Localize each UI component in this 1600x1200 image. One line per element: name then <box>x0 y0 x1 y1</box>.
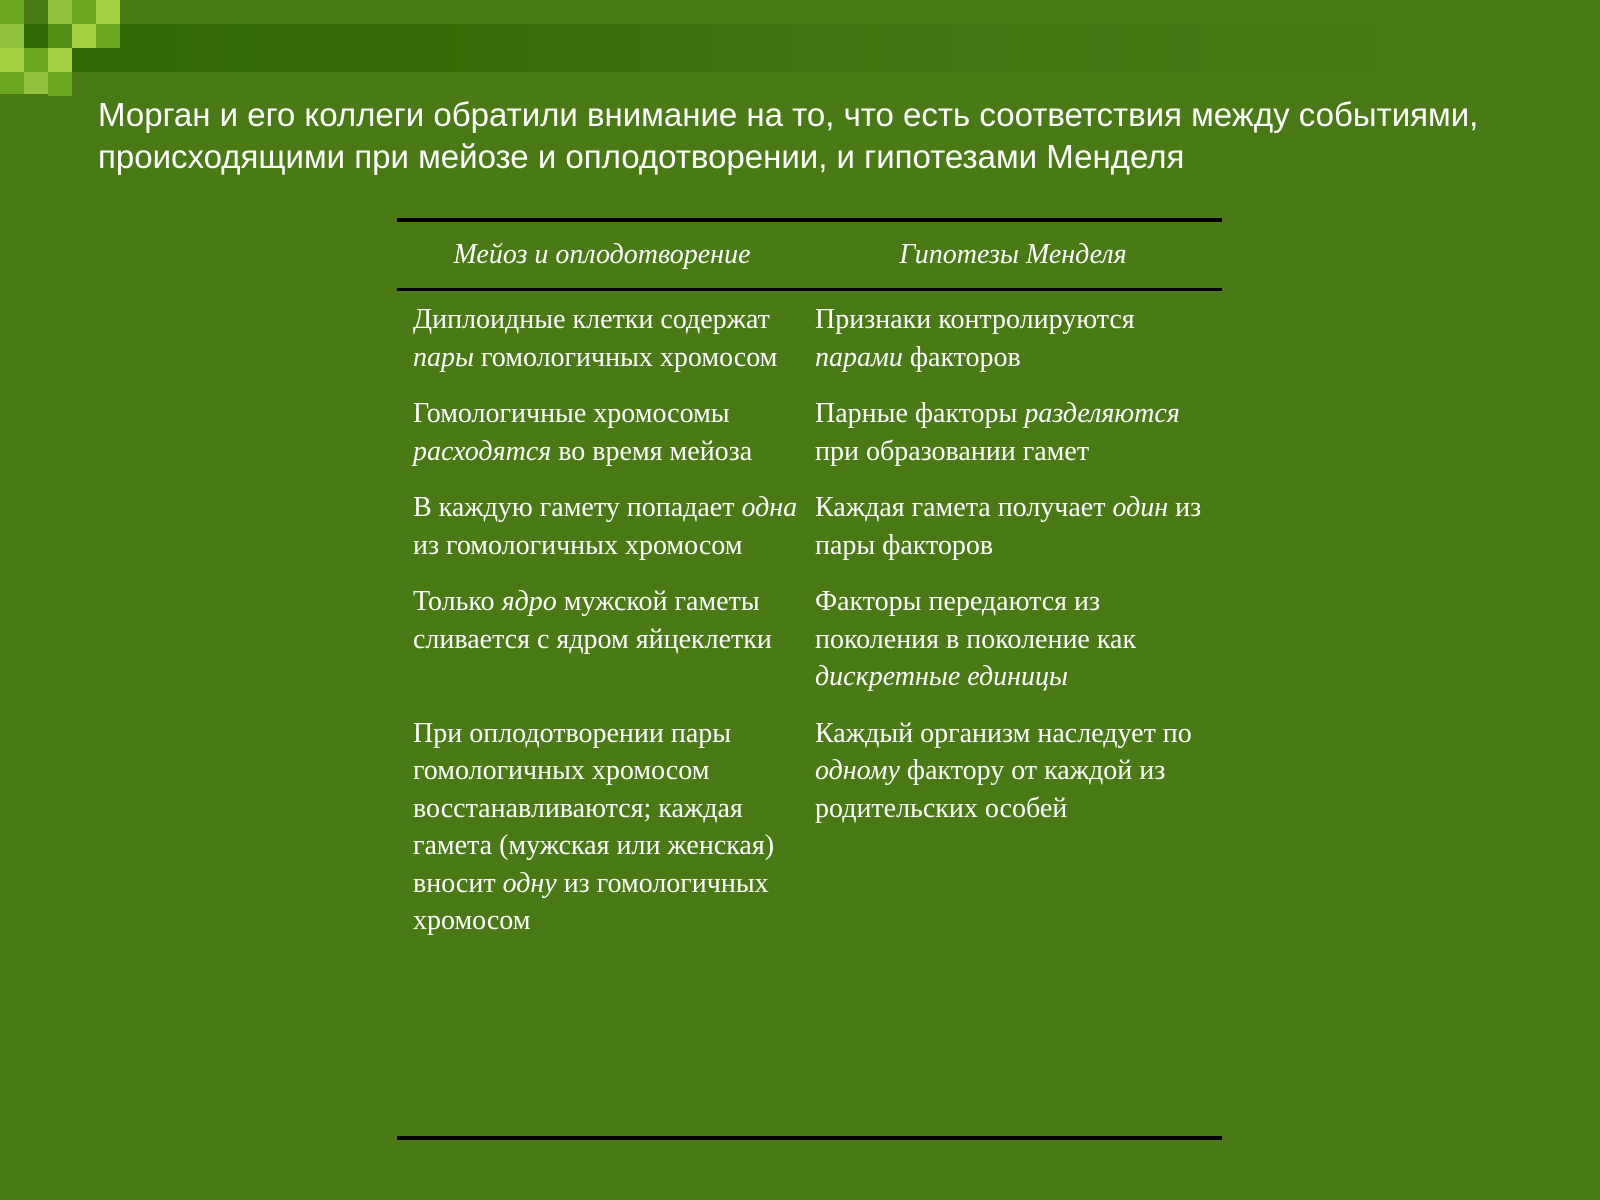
decorative-square <box>48 0 72 24</box>
cell-mendel <box>807 301 1219 376</box>
decorative-square <box>72 24 96 48</box>
table-body <box>397 291 1222 1136</box>
decorative-square <box>0 48 24 72</box>
emphasized-text: одну <box>502 867 557 899</box>
cell-text: фактору от каждой из родительских особей <box>815 755 1166 824</box>
decorative-square <box>48 72 72 96</box>
cell-mendel <box>807 583 1219 696</box>
emphasized-text: одна <box>741 492 798 523</box>
decorative-square <box>48 24 72 48</box>
emphasized-text: дискретные единицы <box>815 661 1068 692</box>
cell-meiosis <box>397 715 807 940</box>
cell-text: из пары факторов <box>815 492 1202 561</box>
cell-text: Факторы передаются из поколения в поколение как <box>815 586 1137 655</box>
decorative-square <box>72 0 96 24</box>
emphasized-text: один <box>1112 492 1169 523</box>
cell-mendel <box>807 715 1219 940</box>
cell-text: гомологичных хромосом <box>473 341 778 373</box>
cell-meiosis <box>397 395 807 470</box>
cell-text: В каждую гамету попадает <box>413 492 742 523</box>
decorative-top-band <box>0 24 1460 72</box>
table-row <box>397 395 1222 470</box>
decorative-square <box>0 0 24 24</box>
cell-meiosis <box>397 489 807 564</box>
cell-text: Каждый организм наследует по <box>815 717 1192 749</box>
cell-text: Парные факторы <box>815 398 1025 429</box>
cell-mendel <box>807 395 1219 470</box>
decorative-square <box>0 72 24 94</box>
table-row <box>397 583 1222 696</box>
emphasized-text: разделяются <box>1024 398 1180 429</box>
cell-text: из гомологичных хромосом <box>413 867 769 936</box>
cell-text: мужской гаметы сливается с ядром яйцеклетки <box>413 586 772 655</box>
emphasized-text: парами <box>815 341 903 373</box>
header-mendel: Гипотезы Менделя <box>899 239 1127 270</box>
cell-mendel <box>807 489 1219 564</box>
comparison-table <box>397 218 1222 1140</box>
cell-text: во время мейоза <box>551 435 753 467</box>
slide-title: Морган и его коллеги обратили внимание на то, что есть соответствия между событиями, происходящими при мейозе и оплодотворении, и гипотезами Менделя <box>98 96 1479 175</box>
cell-text: факторов <box>902 341 1021 373</box>
emphasized-text: ядро <box>501 586 557 617</box>
cell-text: Гомологичные хромосомы <box>413 398 730 429</box>
decorative-square <box>96 24 120 48</box>
table-header-row <box>397 222 1222 288</box>
cell-text: Диплоидные клетки содержат <box>413 304 770 335</box>
cell-text: Только <box>413 586 502 617</box>
table-row <box>397 489 1222 564</box>
emphasized-text: пары <box>413 341 474 373</box>
table-row <box>397 301 1222 376</box>
table-bottom-rule <box>397 1136 1222 1140</box>
table-row <box>397 715 1222 940</box>
cell-text: Каждая гамета получает <box>815 492 1113 523</box>
cell-meiosis <box>397 301 807 376</box>
cell-text: При оплодотворении пары гомологичных хромосом восстанавливаются; каждая гамета (мужская или женская) вносит <box>413 717 775 899</box>
decorative-square <box>48 48 72 72</box>
header-meiosis: Мейоз и оплодотворение <box>453 239 751 270</box>
cell-text: Признаки контролируются <box>815 304 1135 335</box>
decorative-square <box>24 48 48 72</box>
decorative-square <box>96 0 120 24</box>
decorative-square <box>0 24 24 48</box>
cell-text: из гомологичных хромосом <box>413 529 743 561</box>
cell-text: при образовании гамет <box>815 435 1090 467</box>
emphasized-text: расходятся <box>413 435 552 467</box>
cell-meiosis <box>397 583 807 696</box>
decorative-square <box>24 72 48 94</box>
emphasized-text: одному <box>815 755 900 786</box>
decorative-square <box>24 24 48 48</box>
